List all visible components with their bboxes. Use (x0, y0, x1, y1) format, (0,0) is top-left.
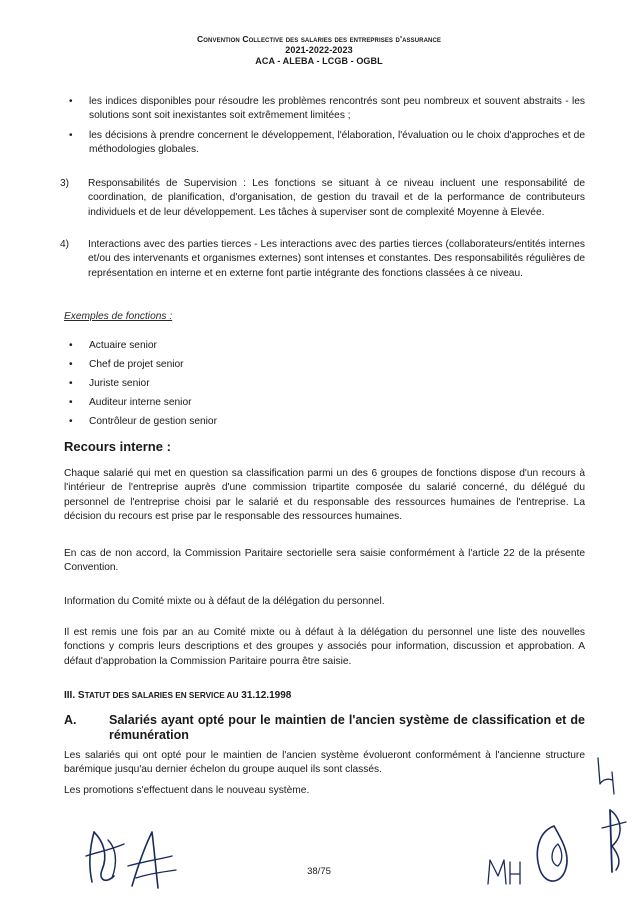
paragraph: Les salariés qui ont opté pour le maintien de l'ancien système évolueront conformément à l'ancienne structure barémique jusqu'au dernier échelon du groupe auquel ils sont classés. (64, 750, 585, 776)
example-text: Chef de projet senior (89, 359, 184, 370)
example-text: Actuaire senior (89, 340, 157, 351)
item-text: Interactions avec des parties tierces - Les interactions avec des parties tierces (collaborateurs/entités internes et/ou des intervenants et organismes externes) sont intenses et constantes. Des responsabilités régulières de représentation en interne et en externe font partie intégrante des fonctions classées à ce niveau. (88, 239, 585, 279)
paragraph: Les promotions s'effectuent dans le nouveau système. (64, 785, 310, 796)
section-title-initial: S (77, 690, 85, 701)
signature-initials-g (528, 820, 578, 895)
example-text: Auditeur interne senior (89, 397, 192, 408)
example-item (69, 396, 192, 410)
signature-initials-right (588, 750, 633, 880)
signature-initials-a (122, 826, 182, 896)
bullet-icon: • (69, 416, 73, 427)
example-text: Juriste senior (89, 378, 150, 389)
item-number: 3) (60, 178, 70, 189)
paragraph: Il est remis une fois par an au Comité mixte ou à défaut à la délégation du personnel une liste des nouvelles fonctions y compris leurs descriptions et des groupes y associés pour information, discussion et approbation. A défaut d'approbation la Commission Paritaire pourra être saisie. (64, 627, 585, 667)
bullet-icon: • (69, 96, 73, 107)
section-number: III. (64, 690, 76, 701)
paragraph: Chaque salarié qui met en question sa classification parmi un des 6 groupes de fonctions dispose d'un recours à l'intérieur de l'entreprise auprès d'une commission tripartite composée du salarié concerné, du délégué du personnel de l'entreprise choisi par le salarié et du responsable des ressources humaines de l'entreprise. La décision du recours est prise par le responsable des ressources humaines. (64, 468, 585, 523)
header-title: Convention Collective des salaries des entreprises d'assurance (196, 34, 441, 44)
section-heading (64, 690, 291, 701)
example-item (69, 339, 157, 353)
document-header (0, 34, 638, 67)
subsection-letter: A. (64, 713, 77, 727)
bullet-item (69, 129, 585, 158)
section-title-rest: TATUT DES SALARIES EN SERVICE AU (84, 691, 239, 700)
header-parties: ACA - ALEBA - LCGB - OGBL (255, 56, 383, 66)
bullet-item (69, 95, 585, 124)
bullet-icon: • (69, 378, 73, 389)
header-years: 2021-2022-2023 (285, 45, 353, 55)
example-item (69, 358, 184, 372)
paragraph: Information du Comité mixte ou à défaut de la délégation du personnel. (64, 596, 385, 607)
subsection-title: Salariés ayant opté pour le maintien de l'ancien système de classification et de rémunération (109, 713, 585, 742)
example-text: Contrôleur de gestion senior (89, 416, 217, 427)
page-number: 38/75 (307, 866, 331, 877)
bullet-icon: • (69, 359, 73, 370)
item-number: 4) (60, 239, 70, 250)
example-item (69, 415, 217, 429)
example-item (69, 377, 150, 391)
bullet-text: les indices disponibles pour résoudre les problèmes rencontrés sont peu nombreux et souvent abstraits - les solutions sont soit inexistantes soit extrêmement limitées ; (89, 96, 585, 122)
paragraph: En cas de non accord, la Commission Paritaire sectorielle sera saisie conformément à l'article 22 de la présente Convention. (64, 548, 585, 574)
examples-heading: Exemples de fonctions : (64, 311, 173, 322)
bullet-icon: • (69, 397, 73, 408)
numbered-item (60, 238, 585, 281)
recours-heading: Recours interne : (64, 439, 171, 454)
signature-initials-mh (484, 850, 524, 890)
bullet-icon: • (69, 130, 73, 141)
bullet-icon: • (69, 340, 73, 351)
bullet-text: les décisions à prendre concernent le développement, l'élaboration, l'évaluation ou le choix d'approches et de méthodologies globales. (89, 130, 585, 156)
item-text: Responsabilités de Supervision : Les fonctions se situant à ce niveau incluent une responsabilité de coordination, de planification, d'organisation, de gestion du travail et de la performance de contributeurs individuels et de leur développement. Les tâches à superviser sont de complexité Moyenne à Elevée. (88, 178, 585, 218)
numbered-item (60, 177, 585, 220)
section-date: 31.12.1998 (241, 690, 292, 701)
